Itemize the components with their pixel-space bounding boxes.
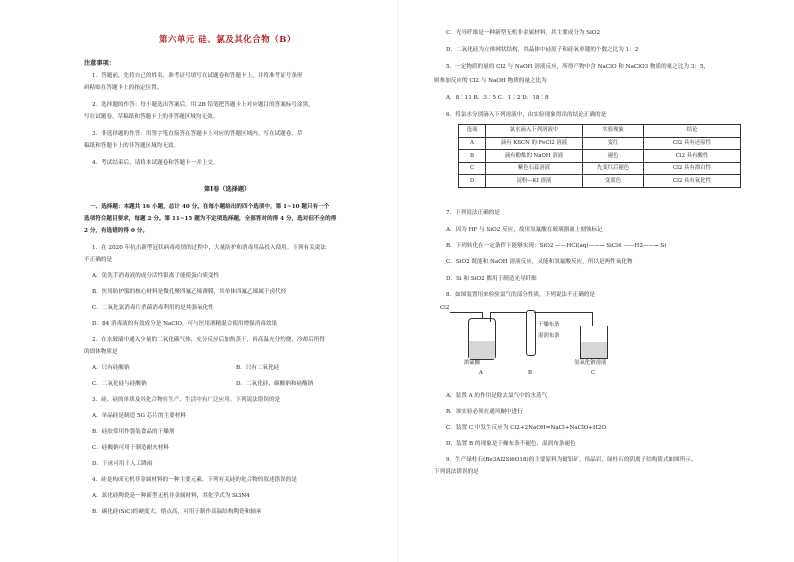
option: D．干冰可用于人工降雨	[92, 461, 153, 467]
table-row	[459, 137, 741, 150]
table-header: 选项	[459, 125, 486, 138]
option: C．装置 C 中发生反应为 Cl2+2NaOH=NaCl+NaClO+H2O	[446, 425, 607, 431]
option: A．单晶硅是制造 5G 芯片的主要材料	[92, 413, 186, 419]
option: C．SiO2 既能和 NaOH 溶液反应，又能和氢氟酸反应，所以是两性氧化物	[446, 259, 633, 265]
option: B．该实验必须在通风橱中进行	[446, 409, 523, 415]
page-fold	[397, 0, 398, 562]
naoh-label: 氢氧化钠溶液	[574, 360, 607, 366]
table-row	[459, 162, 741, 175]
option: D．84 消毒液的有效成分是 NaClO，可与医用酒精混合使用增强消毒效果	[92, 321, 278, 327]
table-cell: 紫色石蕊溶液	[486, 162, 583, 175]
notice-line: 码粘贴在答题卡上的指定位置。	[84, 85, 163, 91]
label-b: B	[528, 370, 532, 376]
table-cell: 滴有 KSCN 的 FeCl2 溶液	[486, 137, 583, 150]
table-header: 实验现象	[583, 125, 644, 138]
notice-line: 3．非选择题的作答：用签字笔直接答在答题卡上对应的答题区域内。写在试题卷、草	[92, 131, 303, 137]
option: B．碳化硅(SiC)的硬度大，熔点高，可用于制作高温结构陶瓷和轴承	[92, 509, 262, 515]
notice-line: 2．选择题的作答：每小题选出答案后，用 2B 铅笔把答题卡上对应题目的答案标号涂黑，	[92, 102, 314, 108]
inlet-tube	[450, 312, 482, 313]
table-cell: A	[459, 137, 486, 150]
unit-title: 第六单元 硅、氯及其化合物（B）	[159, 34, 296, 44]
option: A．只有硅酸钠	[92, 365, 130, 371]
table-cell: Cl2 具有还原性	[644, 137, 741, 150]
section-intro: 选项符合题目要求，每题 2 分。第 11~15 题为不定项选择题，全部答对的得 4 分，选对但不全的得	[84, 216, 337, 222]
notice-line: 写在试题卷、草稿纸和答题卡上的非答题区域均无效。	[84, 114, 219, 120]
section-title: 第Ⅰ卷（选择题）	[204, 186, 251, 193]
question-stem: 下列说法错误的是	[434, 469, 479, 475]
table-cell: 变蓝色	[583, 175, 644, 188]
notice-line: 稿纸和答题卡上的非答题区域均无效。	[84, 143, 180, 149]
notice-line: 1．答题前，先将自己的姓名、准考证号填写在试题卷和答题卡上，并将准考证号条形	[92, 73, 303, 79]
beaker-c	[580, 326, 608, 359]
question-stem: 1．在 2020 年抗击新型冠状病毒疫情的过程中，大量防护和消毒用品投入使用。下列有关说法	[92, 245, 326, 251]
cl2-label: Cl2	[440, 305, 450, 311]
table-cell: C	[459, 162, 486, 175]
option: B．只有二氧化硅	[236, 365, 280, 371]
table-cell: 先变红后褪色	[583, 162, 644, 175]
question-stem: 5．一定物质的量的 Cl2 与 NaOH 溶液反应，所得产物中含 NaClO 和 NaClO3 物质的量之比为 3：5，	[446, 64, 710, 70]
table-cell: 变红	[583, 137, 644, 150]
table-row	[459, 175, 741, 188]
connector-ab	[490, 312, 528, 313]
table-cell: Cl2 具有氧化性	[644, 175, 741, 188]
question-stem: 3．硅、硅的单质及其化合物在生产、生活中有广泛应用。下列说法错误的是	[92, 397, 281, 403]
option: C．二氧化氯消毒片杀菌消毒利用的是其强氧化性	[92, 305, 214, 311]
question-stem: 7．下列说法正确的是	[446, 210, 500, 216]
table-cell: Cl2 具有酸性	[644, 150, 741, 163]
option: A．免洗手消毒液的成分活性银离子能使蛋白质变性	[92, 273, 220, 279]
apparatus-diagram	[434, 300, 634, 380]
option: A．装置 A 的作用是除去氯气中的水蒸气	[446, 393, 548, 399]
table-header: 氯水滴入下列溶液中	[486, 125, 583, 138]
notice-line: 4．考试结束后，请将本试题卷和答题卡一并上交。	[92, 160, 219, 166]
question-stem: 2．在水玻璃中通入少量的二氧化碳气体，充分反应后加热蒸干，再高温充分灼烧，冷却后所得	[92, 337, 325, 343]
option: B．医用防护服的核心材料是微孔聚四氟乙烯薄膜，其单体四氟乙烯属于卤代烃	[92, 289, 287, 295]
question-stem: 8．如图装置用来检验氯气的部分性质，下列说法不正确的是	[446, 292, 595, 298]
option: D．装置 B 的现象是干燥布条不褪色，湿润布条褪色	[446, 441, 576, 447]
label-a: A	[479, 370, 483, 376]
option: C．二氧化硅与硅酸钠	[92, 381, 147, 387]
option: A．8∶11 B．3∶5 C．1∶2 D．18∶8	[446, 95, 549, 101]
label-c: C	[591, 370, 596, 376]
table-cell: Cl2 具有漂白性	[644, 162, 741, 175]
option: C．光导纤维是一种新型无机非金属材料，其主要成分为 SiO2	[446, 30, 601, 36]
acid-liquid	[469, 341, 495, 359]
option: D．二氧化硅为立体网状结构，其晶体中硅原子和硅氧单键的个数之比为 1：2	[446, 47, 639, 53]
naoh-liquid	[581, 342, 607, 358]
question-stem: 的固体物质是	[84, 349, 118, 355]
table-header: 结论	[644, 125, 741, 138]
question-stem: 不正确的是	[84, 257, 112, 263]
question-stem: 9．生产绿柱石(Be3Al2Si6O18)的主要原料为铍铝矿，伟晶岩，绿柱石的阴离子结构简式如图所示。	[446, 457, 697, 463]
option: A．氮化硅陶瓷是一种新型无机非金属材料，其化学式为 Si3N4	[92, 493, 250, 499]
bottle-a	[468, 318, 496, 360]
table-cell: 滴有酚酞的 NaOH 溶液	[486, 150, 583, 163]
tube-b	[526, 310, 536, 356]
option: D．Si 和 SiO2 都用于制造光导纤维	[446, 276, 537, 282]
option: D．二氧化硅、碳酸钠和硅酸钠	[236, 381, 314, 387]
question-stem: 6．将氯水分别滴入下列溶液中，由实验现象得出的结论正确的是	[446, 112, 607, 118]
option: B．硅胶常用作袋装食品的干燥剂	[92, 429, 175, 435]
table-cell: B	[459, 150, 486, 163]
section-intro: 一、选择题：本题共 16 小题，总计 40 分。在每小题给出的四个选项中，第 1~10 题只有一个	[90, 204, 330, 210]
dry-cloth-label: 干燥布条	[538, 322, 560, 328]
question-stem: 4．硅是构成无机非金属材料的一种主要元素，下列有关硅的化合物的叙述错误的是	[92, 477, 297, 483]
wet-cloth-label: 湿润布条	[538, 333, 560, 339]
results-table	[458, 124, 741, 188]
connector-bc	[534, 312, 592, 313]
section-intro: 2 分，有选错的得 0 分。	[84, 228, 148, 234]
table-header-row	[459, 125, 741, 138]
table-cell: 淀粉—KI 溶液	[486, 175, 583, 188]
option: B．下列转化在一定条件下能够实现：SiO2 ——HCl(aq)——→ SiCl4 ——H2——→ Si	[446, 243, 667, 249]
outlet-a	[490, 312, 491, 322]
option: A．因为 HF 与 SiO2 反应，故用氢氟酸在玻璃器皿上刻蚀标记	[446, 227, 603, 233]
table-row	[459, 150, 741, 163]
question-stem: 则参加反应的 Cl2 与 NaOH 物质的量之比为	[434, 78, 547, 84]
table-cell: 褪色	[583, 150, 644, 163]
notice-heading: 注意事项：	[84, 60, 115, 67]
acid-label: 浓硫酸	[464, 360, 481, 366]
table-cell: D	[459, 175, 486, 188]
option: C．硅酸钠可用于制造耐火材料	[92, 445, 169, 451]
